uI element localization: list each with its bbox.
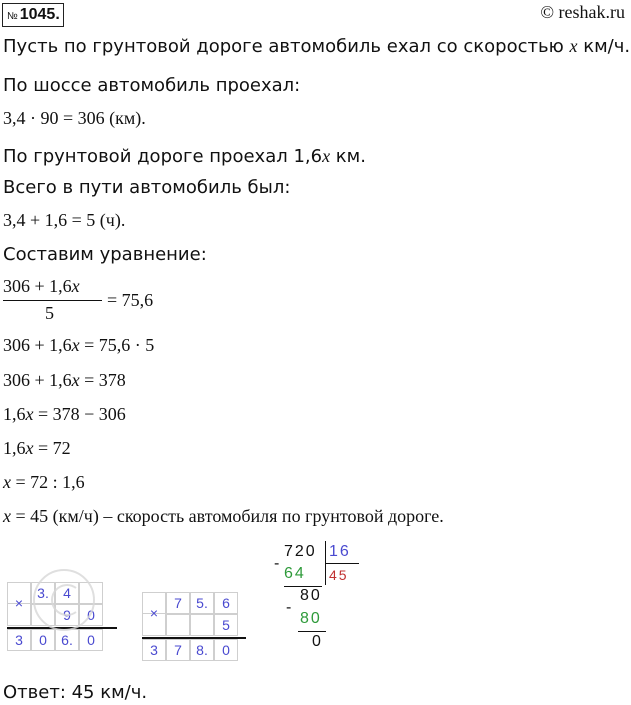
problem-number: 1045. [19,6,60,23]
highway-calc: 3,4 · 90 = 306 (км). [3,108,146,128]
minus-sign: - [286,599,294,616]
fraction-rhs: = 75,6 [107,290,154,310]
fraction-denominator: 5 [45,303,54,323]
remainder-1: 80 [300,587,322,604]
remainder-2: 0 [312,633,323,650]
division-horizontal-bar [325,563,359,564]
problem-number-badge [2,3,64,27]
subtrahend-1: 64 [284,565,306,582]
dividend: 720 [284,543,317,560]
equation-step-2: 306 + 1,6x = 378 [3,370,126,390]
total-time-line: Всего в пути автомобиль был: [3,177,291,198]
multiply-sign: × [14,595,24,611]
fraction-numerator: 306 + 1,6x [3,276,80,296]
quotient: 45 [329,567,349,583]
equation-heading: Составим уравнение: [3,244,207,265]
equation-step-3: 1,6x = 378 − 306 [3,404,126,424]
division-rule-2 [298,631,326,632]
divisor: 16 [329,543,351,560]
total-time-calc: 3,4 + 1,6 = 5 (ч). [3,210,126,230]
fraction-bar [3,300,102,301]
minus-sign: - [274,555,282,572]
equation-step-1: 306 + 1,6x = 75,6 · 5 [3,335,155,355]
equation-step-4: 1,6x = 72 [3,438,71,458]
equation-step-6: x = 45 (км/ч) – скорость автомобиля по грунтовой дороге. [3,506,444,526]
highway-line: По шоссе автомобиль проехал: [3,75,301,96]
site-copyright: © reshak.ru [540,2,625,22]
dirt-road-line: По грунтовой дороге проехал 1,6x км. [3,146,366,167]
var-x: x [569,36,578,56]
answer-line: Ответ: 45 км/ч. [3,682,148,703]
equation-step-5: x = 72 : 1,6 [3,472,85,492]
multiply-sign: × [149,605,159,621]
subtrahend-2: 80 [300,610,322,627]
number-sign: № [7,11,18,22]
intro-line: Пусть по грунтовой дороге автомобиль ехал со скоростью x км/ч. [3,36,631,57]
